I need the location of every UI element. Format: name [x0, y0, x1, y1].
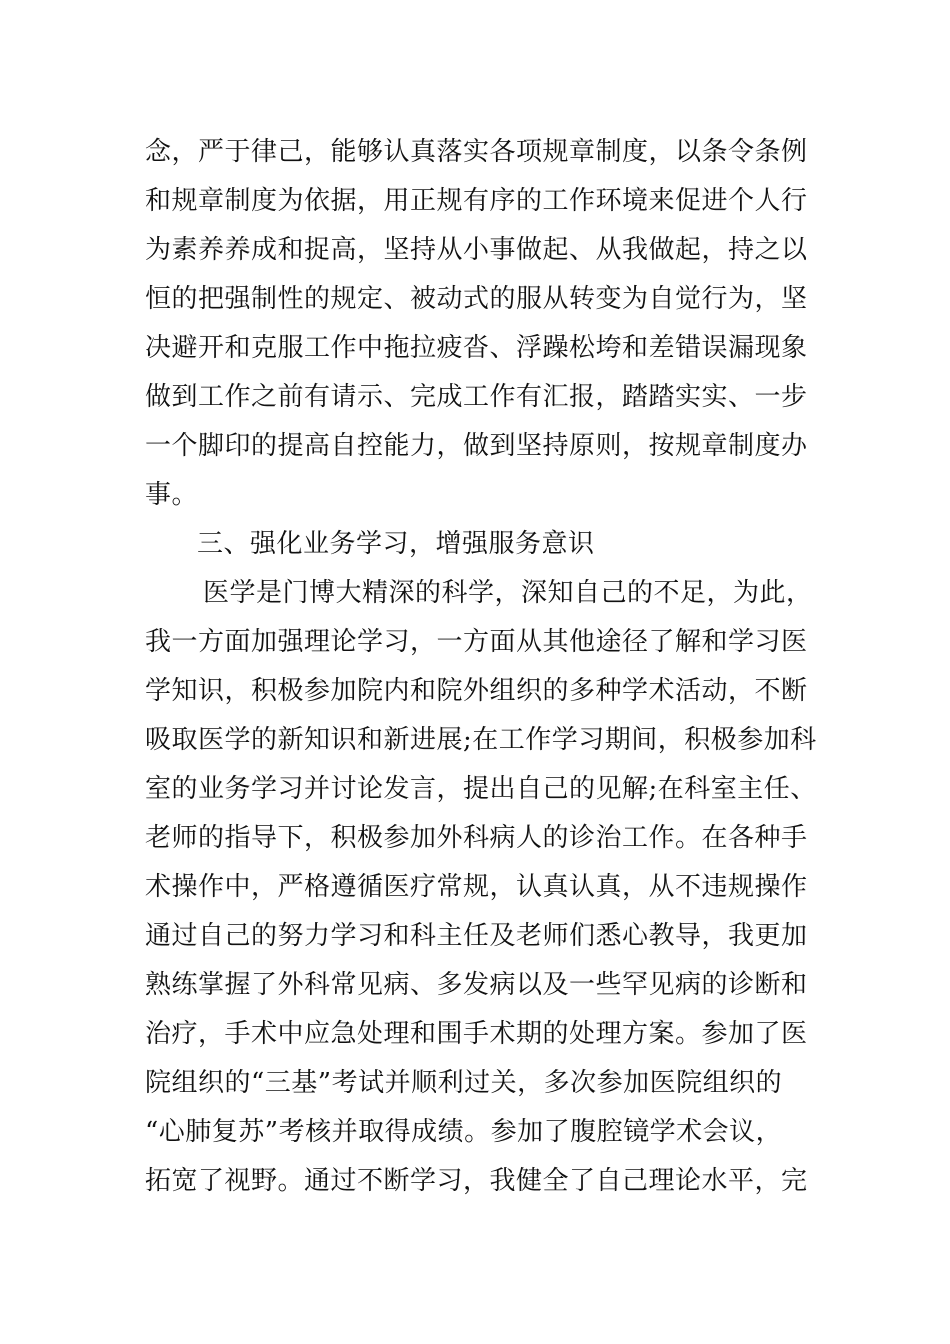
document-body [145, 128, 815, 1206]
paragraph-line: 事。 [145, 480, 199, 510]
paragraph-line: 念，严于律己，能够认真落实各项规章制度，以条令条例 [145, 137, 808, 167]
paragraph-line: 医学是门博大精深的科学，深知自己的不足，为此， [203, 578, 813, 608]
paragraph-line: 学知识，积极参加院内和院外组织的多种学术活动，不断 [145, 676, 808, 706]
paragraph-line: 熟练掌握了外科常见病、多发病以及一些罕见病的诊断和 [145, 970, 808, 1000]
paragraph-line: 一个脚印的提高自控能力，做到坚持原则，按规章制度办 [145, 431, 808, 461]
paragraph-line: 决避开和克服工作中拖拉疲沓、浮躁松垮和差错误漏现象 [145, 333, 808, 363]
paragraph-line: 老师的指导下，积极参加外科病人的诊治工作。在各种手 [145, 823, 808, 853]
paragraph-line: 通过自己的努力学习和科主任及老师们悉心教导，我更加 [145, 921, 808, 951]
paragraph-line: 治疗，手术中应急处理和围手术期的处理方案。参加了医 [145, 1019, 808, 1049]
paragraph-line: 和规章制度为依据，用正规有序的工作环境来促进个人行 [145, 186, 808, 216]
paragraph-line: 吸取医学的新知识和新进展;在工作学习期间，积极参加科 [145, 725, 817, 755]
paragraph-line: 院组织的“三基”考试并顺利过关，多次参加医院组织的 [145, 1068, 783, 1098]
section-heading: 三、强化业务学习，增强服务意识 [197, 529, 595, 559]
paragraph-line: 室的业务学习并讨论发言，提出自己的见解;在科室主任、 [145, 774, 817, 804]
paragraph-line: 为素养养成和捉高，坚持从小事做起、从我做起，持之以 [145, 235, 808, 265]
paragraph-line: 做到工作之前有请示、完成工作有汇报，踏踏实实、一步 [145, 382, 808, 412]
paragraph-line: 拓宽了视野。通过不断学习，我健全了自己理论水平，完 [145, 1166, 808, 1196]
paragraph-line: “心肺复苏”考核并取得成绩。参加了腹腔镜学术会议， [145, 1117, 783, 1147]
paragraph-line: 我一方面加强理论学习，一方面从其他途径了解和学习医 [145, 627, 808, 657]
paragraph-line: 恒的把强制性的规定、被动式的服从转变为自觉行为，坚 [145, 284, 808, 314]
paragraph-line: 术操作中，严格遵循医疗常规，认真认真，从不违规操作 [145, 872, 808, 902]
